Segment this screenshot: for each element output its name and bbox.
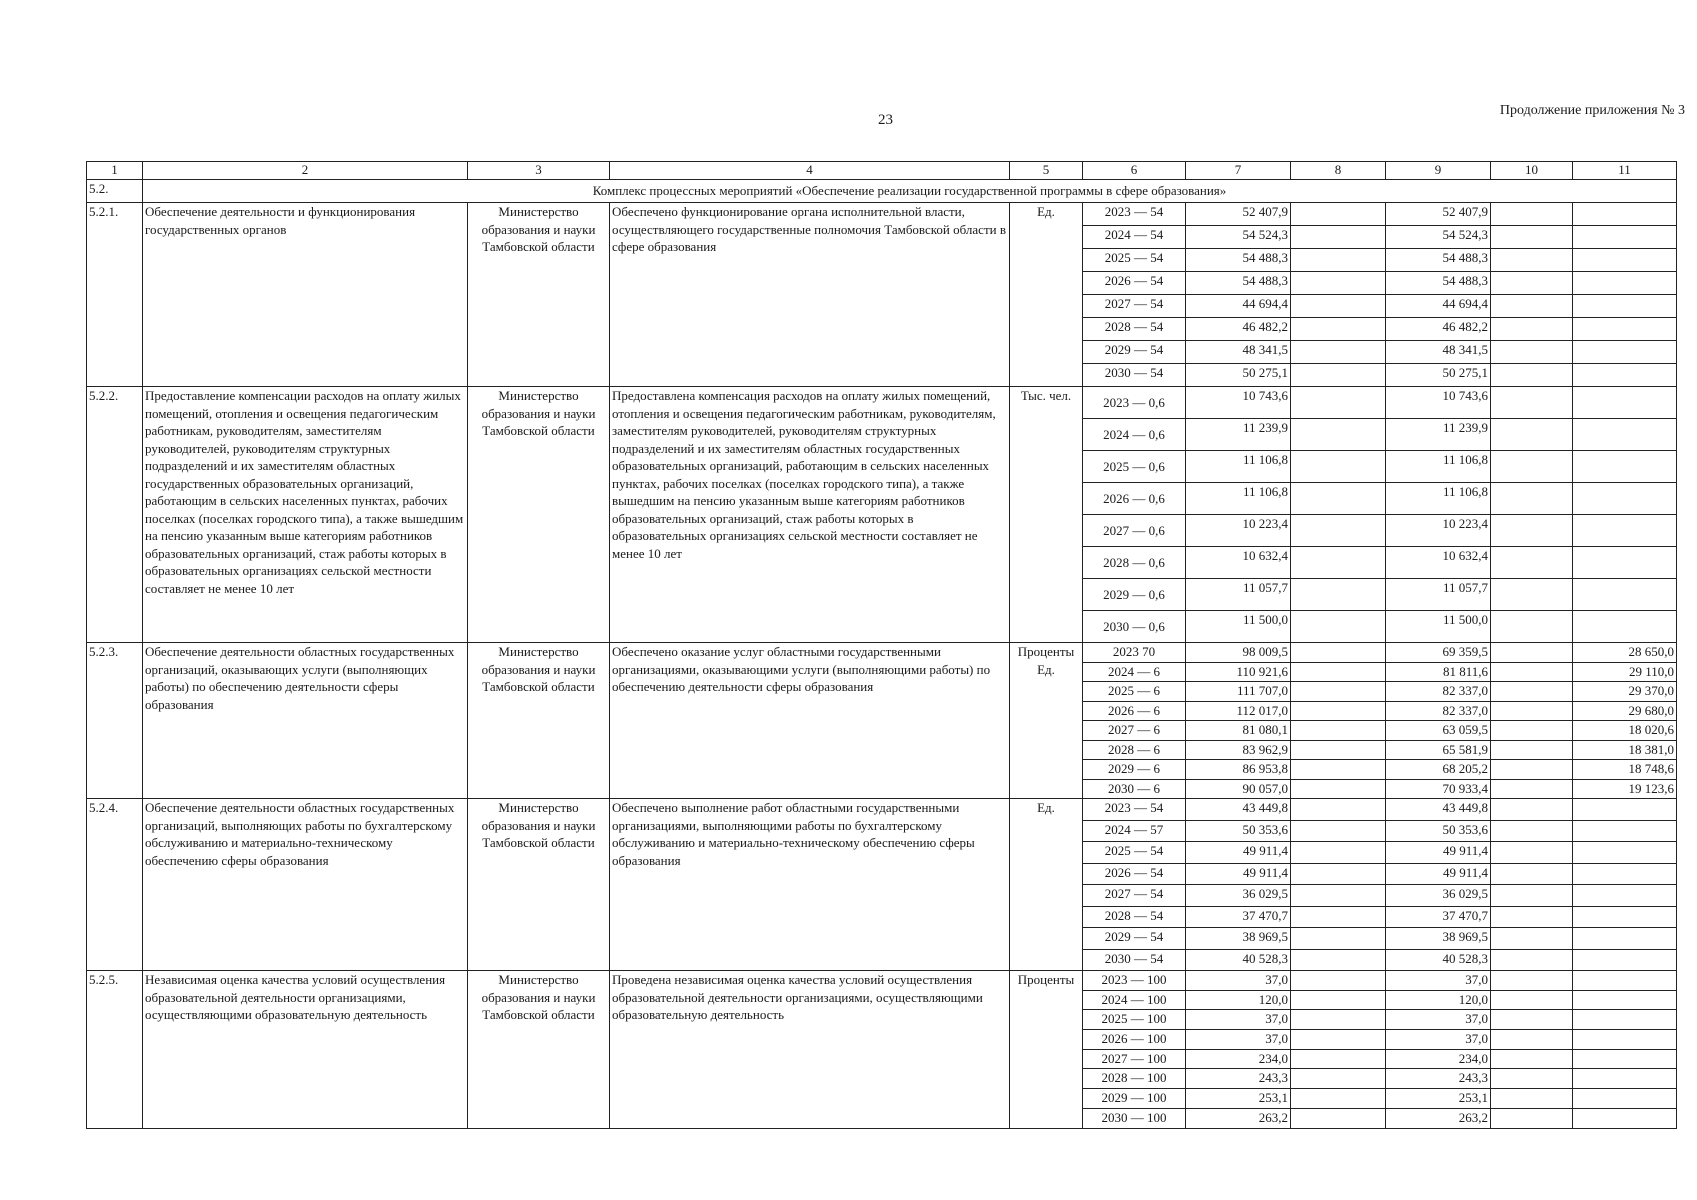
year-indicator: 2026 — 6 — [1083, 701, 1186, 721]
value-v9: 52 407,9 — [1386, 203, 1491, 226]
year-indicator: 2030 — 54 — [1083, 949, 1186, 971]
value-v8 — [1291, 272, 1386, 295]
item-code: 5.2.3. — [87, 643, 143, 799]
value-v9: 44 694,4 — [1386, 295, 1491, 318]
year-indicator: 2026 — 100 — [1083, 1030, 1186, 1050]
table-row — [87, 203, 1677, 226]
value-v8 — [1291, 906, 1386, 928]
item-result: Обеспечено выполнение работ областными государственными организациями, выполняющими работы по бухгалтерскому обслуживанию и материально-техническому обеспечению сферы образования — [610, 799, 1010, 971]
item-unit: Проценты — [1010, 971, 1083, 1129]
value-v10 — [1491, 318, 1573, 341]
value-v9: 11 106,8 — [1386, 451, 1491, 483]
value-v11 — [1573, 949, 1677, 971]
year-indicator: 2024 — 100 — [1083, 990, 1186, 1010]
value-v11 — [1573, 906, 1677, 928]
value-v10 — [1491, 1069, 1573, 1089]
item-executor: Министерство образования и науки Тамбовской области — [468, 799, 610, 971]
value-v10 — [1491, 928, 1573, 950]
value-v10 — [1491, 760, 1573, 780]
item-code: 5.2.1. — [87, 203, 143, 387]
col-header: 6 — [1083, 162, 1186, 180]
value-v11 — [1573, 928, 1677, 950]
value-v8 — [1291, 779, 1386, 799]
year-indicator: 2029 — 0,6 — [1083, 579, 1186, 611]
value-v10 — [1491, 295, 1573, 318]
value-v7: 90 057,0 — [1186, 779, 1291, 799]
item-unit: Тыс. чел. — [1010, 387, 1083, 643]
value-v8 — [1291, 1010, 1386, 1030]
value-v9: 11 106,8 — [1386, 483, 1491, 515]
value-v9: 69 359,5 — [1386, 643, 1491, 663]
value-v9: 70 933,4 — [1386, 779, 1491, 799]
year-indicator: 2025 — 54 — [1083, 842, 1186, 864]
value-v7: 49 911,4 — [1186, 863, 1291, 885]
value-v9: 263,2 — [1386, 1108, 1491, 1128]
year-indicator: 2028 — 100 — [1083, 1069, 1186, 1089]
year-indicator: 2027 — 54 — [1083, 295, 1186, 318]
value-v9: 38 969,5 — [1386, 928, 1491, 950]
value-v7: 11 106,8 — [1186, 451, 1291, 483]
value-v10 — [1491, 721, 1573, 741]
year-indicator: 2030 — 6 — [1083, 779, 1186, 799]
value-v11 — [1573, 842, 1677, 864]
value-v7: 110 921,6 — [1186, 662, 1291, 682]
value-v8 — [1291, 547, 1386, 579]
value-v8 — [1291, 662, 1386, 682]
value-v7: 49 911,4 — [1186, 842, 1291, 864]
value-v8 — [1291, 203, 1386, 226]
value-v9: 120,0 — [1386, 990, 1491, 1010]
value-v10 — [1491, 863, 1573, 885]
value-v10 — [1491, 249, 1573, 272]
value-v9: 11 057,7 — [1386, 579, 1491, 611]
value-v10 — [1491, 820, 1573, 842]
value-v11 — [1573, 1089, 1677, 1109]
program-table — [86, 161, 1677, 1129]
value-v8 — [1291, 820, 1386, 842]
value-v7: 10 223,4 — [1186, 515, 1291, 547]
year-indicator: 2029 — 54 — [1083, 341, 1186, 364]
item-unit: Ед. — [1010, 799, 1083, 971]
value-v8 — [1291, 611, 1386, 643]
value-v11: 29 680,0 — [1573, 701, 1677, 721]
value-v11: 29 370,0 — [1573, 682, 1677, 702]
value-v10 — [1491, 842, 1573, 864]
value-v11 — [1573, 419, 1677, 451]
year-indicator: 2028 — 54 — [1083, 906, 1186, 928]
year-indicator: 2024 — 0,6 — [1083, 419, 1186, 451]
value-v7: 98 009,5 — [1186, 643, 1291, 663]
value-v9: 37,0 — [1386, 1030, 1491, 1050]
value-v7: 50 353,6 — [1186, 820, 1291, 842]
value-v7: 10 743,6 — [1186, 387, 1291, 419]
value-v9: 68 205,2 — [1386, 760, 1491, 780]
value-v9: 50 353,6 — [1386, 820, 1491, 842]
value-v10 — [1491, 799, 1573, 821]
value-v10 — [1491, 779, 1573, 799]
value-v9: 50 275,1 — [1386, 364, 1491, 387]
page-number: 23 — [878, 112, 893, 128]
value-v9: 10 743,6 — [1386, 387, 1491, 419]
value-v11 — [1573, 547, 1677, 579]
value-v8 — [1291, 451, 1386, 483]
value-v8 — [1291, 1049, 1386, 1069]
item-executor: Министерство образования и науки Тамбовской области — [468, 387, 610, 643]
value-v10 — [1491, 579, 1573, 611]
col-header: 2 — [143, 162, 468, 180]
item-executor: Министерство образования и науки Тамбовской области — [468, 203, 610, 387]
value-v8 — [1291, 799, 1386, 821]
value-v10 — [1491, 1049, 1573, 1069]
year-indicator: 2026 — 0,6 — [1083, 483, 1186, 515]
value-v11 — [1573, 515, 1677, 547]
value-v11: 18 020,6 — [1573, 721, 1677, 741]
year-indicator: 2027 — 54 — [1083, 885, 1186, 907]
value-v9: 37,0 — [1386, 1010, 1491, 1030]
year-indicator: 2029 — 100 — [1083, 1089, 1186, 1109]
value-v8 — [1291, 515, 1386, 547]
value-v11 — [1573, 820, 1677, 842]
year-indicator: 2027 — 6 — [1083, 721, 1186, 741]
value-v8 — [1291, 842, 1386, 864]
value-v8 — [1291, 990, 1386, 1010]
value-v7: 112 017,0 — [1186, 701, 1291, 721]
item-name: Обеспечение деятельности областных государственных организаций, оказывающих услуги (выполняющих работы) по обеспечению деятельности сферы образования — [143, 643, 468, 799]
col-header: 1 — [87, 162, 143, 180]
value-v7: 11 106,8 — [1186, 483, 1291, 515]
value-v9: 63 059,5 — [1386, 721, 1491, 741]
year-indicator: 2023 70 — [1083, 643, 1186, 663]
year-indicator: 2024 — 6 — [1083, 662, 1186, 682]
value-v9: 49 911,4 — [1386, 863, 1491, 885]
value-v8 — [1291, 760, 1386, 780]
value-v11 — [1573, 1049, 1677, 1069]
value-v10 — [1491, 949, 1573, 971]
value-v10 — [1491, 971, 1573, 991]
table-row — [87, 643, 1677, 663]
col-header: 4 — [610, 162, 1010, 180]
col-header: 5 — [1010, 162, 1083, 180]
year-indicator: 2023 — 54 — [1083, 203, 1186, 226]
year-indicator: 2030 — 0,6 — [1083, 611, 1186, 643]
item-executor: Министерство образования и науки Тамбовской области — [468, 971, 610, 1129]
value-v11 — [1573, 318, 1677, 341]
value-v8 — [1291, 949, 1386, 971]
value-v7: 86 953,8 — [1186, 760, 1291, 780]
value-v11 — [1573, 341, 1677, 364]
value-v11 — [1573, 611, 1677, 643]
value-v7: 263,2 — [1186, 1108, 1291, 1128]
value-v7: 54 524,3 — [1186, 226, 1291, 249]
value-v11 — [1573, 971, 1677, 991]
table-body — [87, 162, 1677, 1129]
value-v8 — [1291, 643, 1386, 663]
value-v7: 36 029,5 — [1186, 885, 1291, 907]
value-v10 — [1491, 885, 1573, 907]
value-v10 — [1491, 990, 1573, 1010]
value-v9: 65 581,9 — [1386, 740, 1491, 760]
value-v7: 243,3 — [1186, 1069, 1291, 1089]
table-row — [87, 799, 1677, 821]
item-name: Обеспечение деятельности и функционирования государственных органов — [143, 203, 468, 387]
year-indicator: 2025 — 100 — [1083, 1010, 1186, 1030]
year-indicator: 2027 — 0,6 — [1083, 515, 1186, 547]
value-v11: 18 381,0 — [1573, 740, 1677, 760]
value-v8 — [1291, 928, 1386, 950]
value-v8 — [1291, 863, 1386, 885]
year-indicator: 2029 — 54 — [1083, 928, 1186, 950]
value-v9: 36 029,5 — [1386, 885, 1491, 907]
value-v9: 10 223,4 — [1386, 515, 1491, 547]
value-v11 — [1573, 990, 1677, 1010]
value-v10 — [1491, 662, 1573, 682]
year-indicator: 2028 — 6 — [1083, 740, 1186, 760]
value-v11 — [1573, 483, 1677, 515]
value-v10 — [1491, 364, 1573, 387]
value-v8 — [1291, 341, 1386, 364]
value-v9: 54 488,3 — [1386, 272, 1491, 295]
value-v8 — [1291, 318, 1386, 341]
value-v9: 54 488,3 — [1386, 249, 1491, 272]
value-v7: 37,0 — [1186, 1030, 1291, 1050]
item-unit: Ед. — [1010, 203, 1083, 387]
item-name: Предоставление компенсации расходов на оплату жилых помещений, отопления и освещения педагогическим работникам, руководителям, заместителям руководителей, руководителям структурных подразделений и их заместителям областных государственных образовательных организаций, работающим в сельских населенных пунктах, рабочих поселках (поселках городского типа), а также вышедшим на пенсию указанным выше категориям работников образовательных организаций, стаж работы которых в образовательных организациях сельской местности составляет не менее 10 лет — [143, 387, 468, 643]
value-v7: 120,0 — [1186, 990, 1291, 1010]
value-v11 — [1573, 799, 1677, 821]
value-v8 — [1291, 579, 1386, 611]
item-result: Предоставлена компенсация расходов на оплату жилых помещений, отопления и освещения педагогическим работникам, руководителям, заместителям руководителей, руководителям структурных подразделений и их заместителям областных государственных образовательных организаций, работающим в сельских населенных пунктах, рабочих поселках (поселках городского типа), а также вышедшим на пенсию указанным выше категориям работников образовательных организаций, стаж работы которых в образовательных организациях сельской местности составляет не менее 10 лет — [610, 387, 1010, 643]
value-v8 — [1291, 721, 1386, 741]
value-v10 — [1491, 419, 1573, 451]
item-code: 5.2.4. — [87, 799, 143, 971]
value-v11 — [1573, 387, 1677, 419]
value-v7: 11 239,9 — [1186, 419, 1291, 451]
value-v11: 29 110,0 — [1573, 662, 1677, 682]
year-indicator: 2023 — 100 — [1083, 971, 1186, 991]
value-v11: 28 650,0 — [1573, 643, 1677, 663]
value-v11 — [1573, 579, 1677, 611]
value-v8 — [1291, 1069, 1386, 1089]
value-v11 — [1573, 1069, 1677, 1089]
value-v11 — [1573, 1030, 1677, 1050]
table-row — [87, 387, 1677, 419]
value-v8 — [1291, 701, 1386, 721]
value-v8 — [1291, 971, 1386, 991]
value-v7: 44 694,4 — [1186, 295, 1291, 318]
value-v7: 40 528,3 — [1186, 949, 1291, 971]
year-indicator: 2026 — 54 — [1083, 863, 1186, 885]
year-indicator: 2024 — 54 — [1083, 226, 1186, 249]
value-v9: 43 449,8 — [1386, 799, 1491, 821]
value-v10 — [1491, 643, 1573, 663]
value-v8 — [1291, 1030, 1386, 1050]
value-v8 — [1291, 364, 1386, 387]
item-executor: Министерство образования и науки Тамбовской области — [468, 643, 610, 799]
section-code: 5.2. — [87, 180, 143, 203]
value-v10 — [1491, 1030, 1573, 1050]
year-indicator: 2028 — 0,6 — [1083, 547, 1186, 579]
value-v10 — [1491, 483, 1573, 515]
value-v10 — [1491, 547, 1573, 579]
value-v7: 11 057,7 — [1186, 579, 1291, 611]
value-v11 — [1573, 364, 1677, 387]
value-v10 — [1491, 387, 1573, 419]
value-v7: 10 632,4 — [1186, 547, 1291, 579]
year-indicator: 2027 — 100 — [1083, 1049, 1186, 1069]
value-v9: 11 500,0 — [1386, 611, 1491, 643]
value-v7: 52 407,9 — [1186, 203, 1291, 226]
value-v7: 48 341,5 — [1186, 341, 1291, 364]
value-v11 — [1573, 295, 1677, 318]
value-v8 — [1291, 483, 1386, 515]
value-v9: 11 239,9 — [1386, 419, 1491, 451]
continuation-note: Продолжение приложения № 3 — [1499, 103, 1685, 118]
value-v10 — [1491, 1108, 1573, 1128]
col-header: 10 — [1491, 162, 1573, 180]
year-indicator: 2025 — 54 — [1083, 249, 1186, 272]
value-v11 — [1573, 272, 1677, 295]
item-unit: Проценты Ед. — [1010, 643, 1083, 799]
value-v7: 43 449,8 — [1186, 799, 1291, 821]
value-v10 — [1491, 611, 1573, 643]
value-v10 — [1491, 515, 1573, 547]
item-result: Обеспечено функционирование органа исполнительной власти, осуществляющего государственные полномочия Тамбовской области в сфере образования — [610, 203, 1010, 387]
value-v11 — [1573, 1108, 1677, 1128]
item-code: 5.2.2. — [87, 387, 143, 643]
value-v9: 82 337,0 — [1386, 701, 1491, 721]
value-v11 — [1573, 863, 1677, 885]
value-v11: 18 748,6 — [1573, 760, 1677, 780]
value-v7: 37 470,7 — [1186, 906, 1291, 928]
value-v10 — [1491, 203, 1573, 226]
value-v10 — [1491, 740, 1573, 760]
value-v10 — [1491, 1089, 1573, 1109]
item-result: Обеспечено оказание услуг областными государственными организациями, оказывающими услуги (выполняющими работы) по обеспечению деятельности сферы образования — [610, 643, 1010, 799]
col-header: 8 — [1291, 162, 1386, 180]
value-v9: 82 337,0 — [1386, 682, 1491, 702]
item-name: Обеспечение деятельности областных государственных организаций, выполняющих работы по бухгалтерскому обслуживанию и материально-техническому обеспечению сферы образования — [143, 799, 468, 971]
value-v8 — [1291, 419, 1386, 451]
value-v10 — [1491, 451, 1573, 483]
value-v11 — [1573, 249, 1677, 272]
value-v7: 54 488,3 — [1186, 249, 1291, 272]
value-v7: 253,1 — [1186, 1089, 1291, 1109]
value-v9: 48 341,5 — [1386, 341, 1491, 364]
header-row — [87, 162, 1677, 180]
year-indicator: 2024 — 57 — [1083, 820, 1186, 842]
value-v7: 11 500,0 — [1186, 611, 1291, 643]
col-header: 3 — [468, 162, 610, 180]
value-v8 — [1291, 226, 1386, 249]
item-name: Независимая оценка качества условий осуществления образовательной деятельности организациями, осуществляющими образовательную деятельность — [143, 971, 468, 1129]
value-v8 — [1291, 295, 1386, 318]
value-v9: 46 482,2 — [1386, 318, 1491, 341]
value-v9: 37 470,7 — [1386, 906, 1491, 928]
value-v8 — [1291, 387, 1386, 419]
item-result: Проведена независимая оценка качества условий осуществления образовательной деятельности организациями, осуществляющими образовательную деятельность — [610, 971, 1010, 1129]
col-header: 11 — [1573, 162, 1677, 180]
value-v8 — [1291, 740, 1386, 760]
value-v9: 49 911,4 — [1386, 842, 1491, 864]
value-v11 — [1573, 1010, 1677, 1030]
value-v7: 83 962,9 — [1186, 740, 1291, 760]
value-v9: 54 524,3 — [1386, 226, 1491, 249]
item-code: 5.2.5. — [87, 971, 143, 1129]
year-indicator: 2025 — 6 — [1083, 682, 1186, 702]
table-row — [87, 971, 1677, 991]
value-v11 — [1573, 885, 1677, 907]
value-v7: 111 707,0 — [1186, 682, 1291, 702]
value-v7: 54 488,3 — [1186, 272, 1291, 295]
value-v11: 19 123,6 — [1573, 779, 1677, 799]
value-v7: 46 482,2 — [1186, 318, 1291, 341]
value-v8 — [1291, 682, 1386, 702]
value-v10 — [1491, 272, 1573, 295]
value-v8 — [1291, 1108, 1386, 1128]
year-indicator: 2023 — 54 — [1083, 799, 1186, 821]
year-indicator: 2030 — 54 — [1083, 364, 1186, 387]
value-v7: 38 969,5 — [1186, 928, 1291, 950]
value-v9: 10 632,4 — [1386, 547, 1491, 579]
value-v7: 37,0 — [1186, 1010, 1291, 1030]
col-header: 7 — [1186, 162, 1291, 180]
value-v11 — [1573, 226, 1677, 249]
value-v10 — [1491, 1010, 1573, 1030]
value-v7: 50 275,1 — [1186, 364, 1291, 387]
value-v7: 234,0 — [1186, 1049, 1291, 1069]
value-v10 — [1491, 701, 1573, 721]
section-row — [87, 180, 1677, 203]
year-indicator: 2029 — 6 — [1083, 760, 1186, 780]
year-indicator: 2028 — 54 — [1083, 318, 1186, 341]
value-v7: 81 080,1 — [1186, 721, 1291, 741]
value-v10 — [1491, 682, 1573, 702]
col-header: 9 — [1386, 162, 1491, 180]
year-indicator: 2025 — 0,6 — [1083, 451, 1186, 483]
value-v8 — [1291, 249, 1386, 272]
value-v7: 37,0 — [1186, 971, 1291, 991]
value-v8 — [1291, 885, 1386, 907]
year-indicator: 2023 — 0,6 — [1083, 387, 1186, 419]
value-v10 — [1491, 226, 1573, 249]
value-v8 — [1291, 1089, 1386, 1109]
value-v9: 253,1 — [1386, 1089, 1491, 1109]
value-v9: 40 528,3 — [1386, 949, 1491, 971]
value-v10 — [1491, 906, 1573, 928]
value-v10 — [1491, 341, 1573, 364]
value-v9: 81 811,6 — [1386, 662, 1491, 682]
value-v11 — [1573, 203, 1677, 226]
year-indicator: 2030 — 100 — [1083, 1108, 1186, 1128]
section-title: Комплекс процессных мероприятий «Обеспечение реализации государственной программы в сфере образования» — [143, 180, 1677, 203]
value-v9: 37,0 — [1386, 971, 1491, 991]
value-v9: 234,0 — [1386, 1049, 1491, 1069]
value-v9: 243,3 — [1386, 1069, 1491, 1089]
year-indicator: 2026 — 54 — [1083, 272, 1186, 295]
value-v11 — [1573, 451, 1677, 483]
